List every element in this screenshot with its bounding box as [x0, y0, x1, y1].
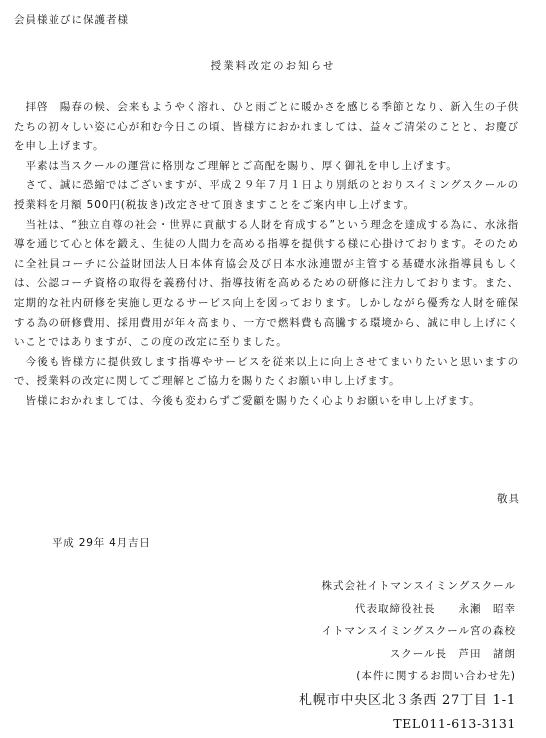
sender-tel: TEL011-613-3131 — [393, 715, 516, 731]
paragraph-announcement: さて、誠に恐縮ではございますが、平成２９年７月１日より別紙のとおりスイミングスクールの授業料を月額 500円(税抜き)改定させて頂きますことをご案内申し上げます。 — [14, 179, 519, 211]
sender-company: 株式会社イトマンスイミングスクール — [321, 580, 516, 592]
document-title: 授業料改定のお知らせ — [210, 60, 336, 72]
sender-representative: 代表取締役社長 永瀬 昭幸 — [355, 602, 516, 615]
salutation: 会員様並びに保護者様 — [14, 14, 129, 26]
sender-block — [299, 575, 516, 736]
sender-school: イトマンスイミングスクール宮の森校 — [321, 625, 516, 637]
paragraph-greeting: 拝啓 陽春の候、会来もようやく溶れ、ひと雨ごとに暖かさを感じる季節となり、新入生の子供たちの初々しい姿に心が和む今日この頃、皆様方におかれましては、益々ご清栄のことと、お慶びを申し上げます。 — [14, 101, 519, 153]
sender-address: 札幌市中央区北３条西 27丁目 1-1 — [299, 692, 516, 708]
paragraph-reason: 当社は、“独立自尊の社会・世界に貢献する人財を育成する”という理念を達成する為に、水泳指導を通じて心と体を鍛え、生徒の人間力を高める指導を提供する様に心掛けております。そのために全社員コーチに公益財団法人日本体育協会及び日本水泳連盟が主管する基礎水泳指導員もしくは、公認コーチ資格の取得を義務付け、指導技術を高めるための研修に注力しております。また、定期的な社内研修を実施し更なるサービス向上を図っております。しかしながら優秀な人財を確保する為の研修費用、採用費用が年々高まり、一方で燃料費も高騰する環境から、誠に申し上げにくいことではありますが、この度の改定に至りました。 — [14, 218, 519, 349]
inquiry-label: (本件に関するお問い合わせ先) — [356, 670, 516, 682]
paragraph-thanks: 平素は当スクールの運営に格別なご理解とご高配を賜り、厚く御礼を申し上げます。 — [25, 159, 458, 172]
closing-keigu: 敬具 — [497, 493, 520, 505]
sender-manager: スクール長 芦田 諸朗 — [389, 647, 516, 660]
body-text — [14, 98, 519, 412]
paragraph-closing-wish: 皆様におかれましては、今後も変わらずご愛顧を賜りたく心よりお願いを申し上げます。 — [25, 394, 481, 407]
issue-date: 平成 29年 4月吉日 — [52, 537, 151, 549]
paragraph-request: 今後も皆様方に提供致します指導やサービスを従来以上に向上させてまいりたいと思いますので、授業料の改定に関してご理解とご協力を賜りたくお願い申し上げます。 — [14, 355, 519, 388]
